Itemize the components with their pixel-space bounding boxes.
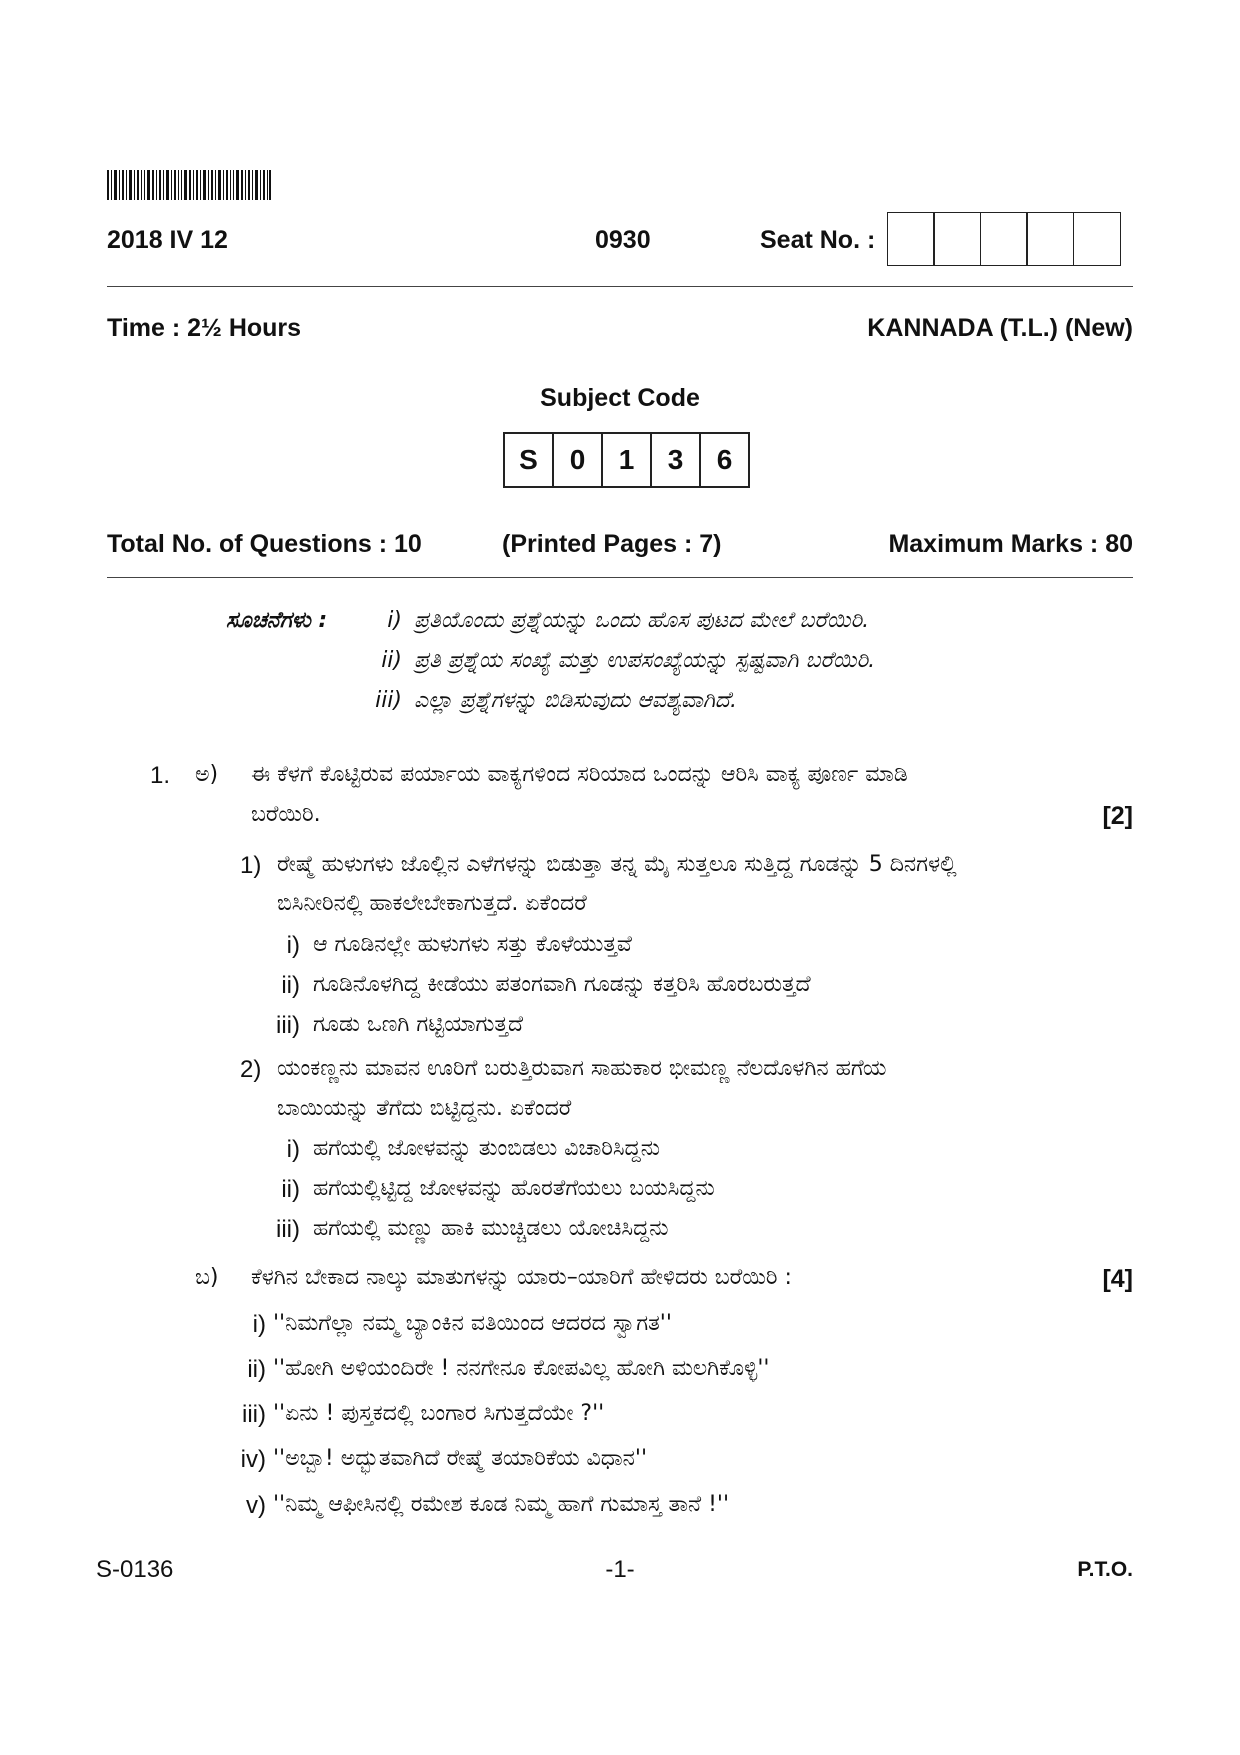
total-questions: Total No. of Questions : 10 (107, 530, 422, 558)
maximum-marks: Maximum Marks : 80 (888, 530, 1133, 558)
printed-pages: (Printed Pages : 7) (502, 530, 722, 558)
part-label: ಬ) (195, 1265, 219, 1290)
option-text: ಆ ಗೂಡಿನಲ್ಲೇ ಹುಳುಗಳು ಸತ್ತು ಕೊಳೆಯುತ್ತವೆ (313, 932, 632, 957)
option-text: ಹಗೆಯಲ್ಲಿ ಮಣ್ಣು ಹಾಕಿ ಮುಚ್ಚಿಡಲು ಯೋಚಿಸಿದ್ದನು (313, 1216, 669, 1241)
quote-text: ''ಏನು ! ಪುಸ್ತಕದಲ್ಲಿ ಬಂಗಾರ ಸಿಗುತ್ತದೆಯೇ ?'' (273, 1401, 605, 1426)
footer-code: S-0136 (96, 1556, 174, 1583)
sub-question-number: 1) (240, 852, 262, 879)
instruction-text: ಪ್ರತಿ ಪ್ರಶ್ನೆಯ ಸಂಖ್ಯೆ ಮತ್ತು ಉಪಸಂಖ್ಯೆಯನ್ನು ಸ್ಪಷ್ಟವಾಗಿ ಬರೆಯಿರಿ. (414, 648, 876, 673)
question-text: ಬರೆಯಿರಿ. (251, 802, 321, 827)
question-text: ಈ ಕೆಳಗೆ ಕೊಟ್ಟಿರುವ ಪರ್ಯಾಯ ವಾಕ್ಯಗಳಿಂದ ಸರಿಯಾದ ಒಂದನ್ನು ಆರಿಸಿ ವಾಕ್ಯ ಪೂರ್ಣ ಮಾಡಿ (251, 762, 908, 787)
seat-label: Seat No. : (760, 226, 876, 254)
subject-code-char: 6 (699, 432, 750, 488)
part-label: ಅ) (195, 762, 219, 787)
quote-text: ''ಅಬ್ಬಾ! ಅದ್ಭುತವಾಗಿದೆ ರೇಷ್ಮೆ ತಯಾರಿಕೆಯ ವಿಧಾನ'' (273, 1446, 648, 1471)
quote-number: i) (252, 1311, 266, 1338)
option-number: iii) (276, 1216, 300, 1243)
sub-question-text: ಯಂಕಣ್ಣನು ಮಾವನ ಊರಿಗೆ ಬರುತ್ತಿರುವಾಗ ಸಾಹುಕಾರ ಭೀಮಣ್ಣ ನೆಲದೊಳಗಿನ ಹಗೆಯ (277, 1056, 887, 1081)
option-number: iii) (276, 1012, 300, 1039)
sub-question-text: ಬಿಸಿನೀರಿನಲ್ಲಿ ಹಾಕಲೇಬೇಕಾಗುತ್ತದೆ. ಏಕೆಂದರೆ (277, 891, 587, 916)
quote-number: iii) (242, 1401, 266, 1428)
page-number: -1- (605, 1556, 635, 1583)
time-allowed: Time : 2½ Hours (107, 314, 302, 342)
instruction-number: ii) (381, 648, 402, 673)
exam-code: 2018 IV 12 (107, 226, 228, 254)
option-text: ಹಗೆಯಲ್ಲಿ ಜೋಳವನ್ನು ತುಂಬಿಡಲು ವಿಚಾರಿಸಿದ್ದನು (313, 1136, 660, 1161)
sub-question-text: ರೇಷ್ಮೆ ಹುಳುಗಳು ಜೊಲ್ಲಿನ ಎಳೆಗಳನ್ನು ಬಿಡುತ್ತಾ ತನ್ನ ಮೈ ಸುತ್ತಲೂ ಸುತ್ತಿದ್ದ ಗೂಡನ್ನು 5 ದಿನಗಳಲ್ಲಿ (277, 852, 957, 877)
option-number: ii) (281, 1176, 300, 1203)
instruction-text: ಎಲ್ಲಾ ಪ್ರಶ್ನೆಗಳನ್ನು ಬಿಡಿಸುವುದು ಆವಶ್ಯವಾಗಿದೆ. (414, 688, 737, 713)
sub-question-number: 2) (240, 1056, 262, 1083)
option-text: ಹಗೆಯಲ್ಲಿಟ್ಟಿದ್ದ ಜೋಳವನ್ನು ಹೊರತೆಗೆಯಲು ಬಯಸಿದ್ದನು (313, 1176, 715, 1201)
seat-digit-box[interactable] (933, 212, 981, 266)
marks: [4] (1102, 1265, 1133, 1293)
quote-text: ''ಹೋಗಿ ಅಳಿಯಂದಿರೇ ! ನನಗೇನೂ ಕೋಪವಿಲ್ಲ ಹೋಗಿ ಮಲಗಿಕೊಳ್ಳಿ'' (273, 1356, 770, 1381)
barcode (107, 170, 271, 200)
subject-code-label: Subject Code (540, 384, 700, 412)
seat-digit-box[interactable] (1073, 212, 1121, 266)
option-text: ಗೂಡು ಒಣಗಿ ಗಟ್ಟಿಯಾಗುತ್ತದೆ (313, 1012, 524, 1037)
subject-code-boxes (505, 432, 750, 488)
instructions-label: ಸೂಚನೆಗಳು : (226, 608, 328, 633)
subject-code-char: 3 (650, 432, 701, 488)
divider (107, 577, 1133, 578)
sub-question-text: ಬಾಯಿಯನ್ನು ತೆಗೆದು ಬಿಟ್ಟಿದ್ದನು. ಏಕೆಂದರೆ (277, 1096, 572, 1121)
option-text: ಗೂಡಿನೊಳಗಿದ್ದ ಕೀಡೆಯು ಪತಂಗವಾಗಿ ಗೂಡನ್ನು ಕತ್ತರಿಸಿ ಹೊರಬರುತ್ತದೆ (313, 972, 811, 997)
subject-code-char: 0 (552, 432, 603, 488)
seat-digit-box[interactable] (980, 212, 1028, 266)
pto: P.T.O. (1077, 1558, 1133, 1581)
subject-title: KANNADA (T.L.) (New) (867, 314, 1133, 342)
quote-text: ''ನಿಮಗೆಲ್ಲಾ ನಮ್ಮ ಬ್ಯಾಂಕಿನ ವತಿಯಿಂದ ಆದರದ ಸ್ವಾಗತ'' (273, 1311, 672, 1336)
divider (107, 286, 1133, 287)
question-number: 1. (150, 762, 171, 789)
seat-number-boxes[interactable] (888, 212, 1121, 266)
quote-number: v) (246, 1492, 266, 1519)
question-text: ಕೆಳಗಿನ ಬೇಕಾದ ನಾಲ್ಕು ಮಾತುಗಳನ್ನು ಯಾರು–ಯಾರಿಗೆ ಹೇಳಿದರು ಬರೆಯಿರಿ : (251, 1265, 792, 1290)
instruction-number: iii) (375, 688, 402, 713)
quote-text: ''ನಿಮ್ಮ ಆಫೀಸಿನಲ್ಲಿ ರಮೇಶ ಕೂಡ ನಿಮ್ಮ ಹಾಗೆ ಗುಮಾಸ್ತ ತಾನೆ !'' (273, 1492, 730, 1517)
subject-code-char: 1 (601, 432, 652, 488)
quote-number: ii) (247, 1356, 266, 1383)
subject-code-char: S (503, 432, 554, 488)
seat-digit-box[interactable] (1026, 212, 1074, 266)
option-number: ii) (281, 972, 300, 999)
marks: [2] (1102, 802, 1133, 830)
instruction-number: i) (387, 608, 402, 633)
seat-digit-box[interactable] (887, 212, 935, 266)
paper-code: 0930 (595, 226, 651, 254)
option-number: i) (286, 1136, 300, 1163)
instruction-text: ಪ್ರತಿಯೊಂದು ಪ್ರಶ್ನೆಯನ್ನು ಒಂದು ಹೊಸ ಪುಟದ ಮೇಲೆ ಬರೆಯಿರಿ. (414, 608, 870, 633)
quote-number: iv) (240, 1446, 266, 1473)
option-number: i) (286, 932, 300, 959)
